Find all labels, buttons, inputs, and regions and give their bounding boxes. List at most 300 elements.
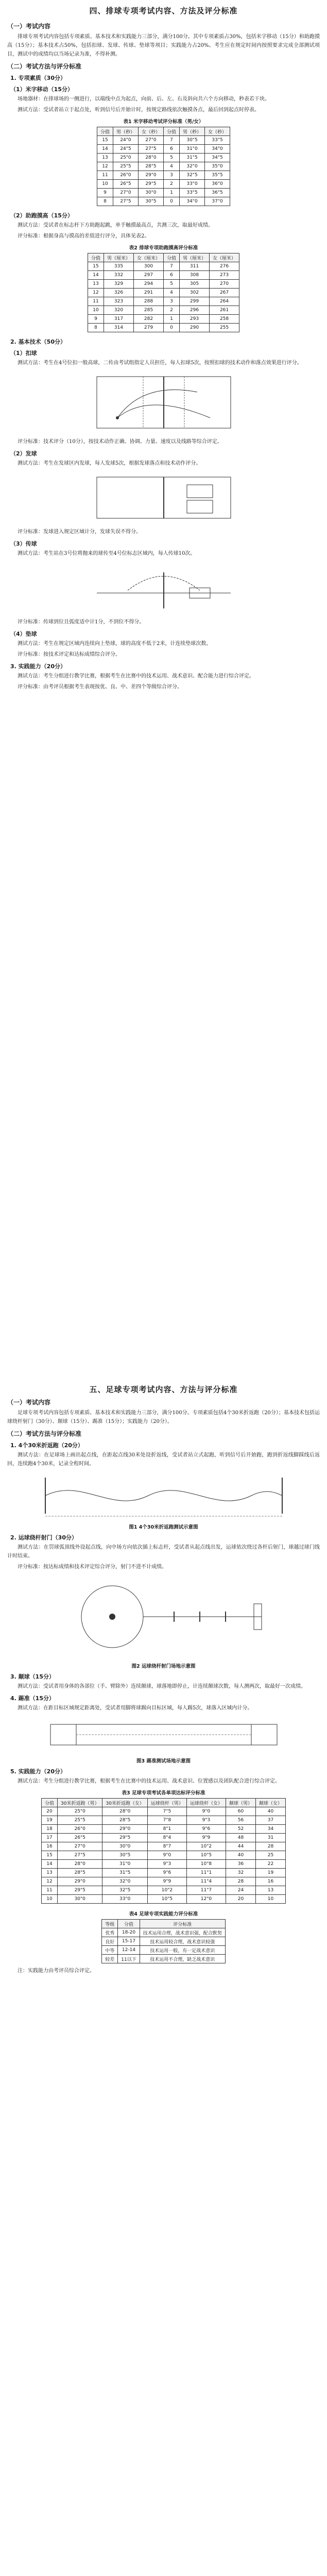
table-cell: 9"3	[186, 1816, 226, 1825]
table-cell: 37	[255, 1816, 285, 1825]
table-header-cell: 颠球（女）	[255, 1799, 285, 1807]
table-header-cell: 运球绕杆（女）	[186, 1799, 226, 1807]
table-header-cell: 女（秒）	[205, 127, 230, 136]
table-cell: 34"5	[205, 154, 230, 162]
table-cell: 9"6	[147, 1869, 186, 1877]
table-caption: 表4 足球专项实践能力评分标准	[129, 1911, 198, 1917]
table-cell: 40	[255, 1807, 285, 1816]
table-cell: 335	[104, 262, 133, 271]
pass-diagram	[87, 562, 241, 614]
heading-quality: 1. 专项素质（30分）	[10, 75, 66, 81]
table-cell: 326	[104, 289, 133, 297]
table-cell: 8"4	[147, 1834, 186, 1842]
table-cell: 40	[226, 1851, 255, 1860]
table-row	[42, 1895, 286, 1904]
table-row	[88, 297, 239, 306]
table-cell: 9	[88, 315, 104, 324]
table-cell: 2	[164, 180, 180, 189]
table-cell: 282	[133, 315, 163, 324]
table-row	[102, 1937, 225, 1946]
paragraph: 测试方法：在足球场上画出起点线，在距起点线30米处设折返线，受试者站立式起跑，听到信号后开始跑，跑到折返线脚踩线后返回，连续跑4个30米，记录全程时间。	[7, 1452, 320, 1467]
table-cell: 323	[104, 297, 133, 306]
table-cell: 0	[164, 197, 180, 206]
table-cell: 28"5	[58, 1869, 102, 1877]
table-cell: 27"5	[113, 197, 138, 206]
heading-moguo: （2）助跑摸高（15分）	[10, 212, 73, 219]
table-cell: 8"1	[147, 1825, 186, 1834]
table-cell: 19	[255, 1869, 285, 1877]
table-cell: 44	[226, 1842, 255, 1851]
table-cell: 26"0	[58, 1825, 102, 1834]
table-cell: 311	[180, 262, 210, 271]
table-cell: 技术运用较合理，战术意识较强	[140, 1937, 225, 1946]
table-cell: 294	[133, 280, 163, 289]
table-cell: 30"5	[102, 1851, 147, 1860]
table-cell: 15	[42, 1851, 58, 1860]
table-cell: 8"7	[147, 1842, 186, 1851]
table-cell: 10	[255, 1895, 285, 1904]
table-cell: 24"5	[113, 145, 138, 154]
paragraph: 评分标准：传球到位且弧度适中计1分，不到位不得分。	[18, 619, 145, 625]
heading-dig: （4）垫球	[10, 631, 37, 637]
table-cell: 27"5	[138, 145, 163, 154]
table-cell: 35"0	[205, 162, 230, 171]
table-cell: 30"5	[138, 197, 163, 206]
table-header-cell: 男（厘米）	[104, 253, 133, 262]
table-row	[42, 1807, 286, 1816]
table-cell: 34	[255, 1825, 285, 1834]
paragraph: 排球专项考试内容包括专项素质、基本技术和实践能力三部分，满分100分。其中专项素质占30%，包括米字移动（15分）和助跑摸高（15分）；基本技术占50%，包括扣球、发球、传球、垫球等项目；实践能力占20%。考生应在规定时间内按照要求完成全部测试项目，测试中的成绩均以当场记录为准，不得补测。	[7, 34, 320, 57]
table-cell: 9	[97, 189, 113, 197]
table-cell: 9"0	[147, 1851, 186, 1860]
table-cell: 14	[42, 1860, 58, 1869]
table-cell: 26"5	[113, 180, 138, 189]
document-page	[7, 0, 320, 2576]
paragraph: 评分标准：由考评员根据考生表现按优、良、中、差四个等级综合评分。	[18, 684, 182, 690]
table-cell: 28	[255, 1842, 285, 1851]
table-cell: 9"9	[186, 1834, 226, 1842]
table-cell: 10"8	[186, 1860, 226, 1869]
heading-content: （一）考试内容	[7, 1399, 51, 1406]
table-cell: 6	[164, 271, 180, 280]
table-cell: 255	[210, 324, 239, 332]
table-cell: 25	[255, 1851, 285, 1860]
heading-serve: （2）发球	[10, 450, 37, 457]
table-row	[102, 1946, 225, 1955]
table-cell: 261	[210, 306, 239, 315]
table-cell: 15-17	[118, 1937, 140, 1946]
paragraph: 评分标准：发球进入规定区域计分，发球失误不得分。	[18, 529, 141, 535]
table-header-cell: 分值	[118, 1920, 140, 1928]
table-cell: 56	[226, 1816, 255, 1825]
table-cell: 28"5	[102, 1816, 147, 1825]
table-cell: 28"0	[58, 1860, 102, 1869]
table-cell: 5	[164, 154, 180, 162]
table-cell: 7	[164, 136, 180, 145]
table-caption: 表3 足球专项考试各单项达标评分标准	[122, 1790, 205, 1796]
table-cell: 30"0	[102, 1842, 147, 1851]
table-cell: 29"5	[58, 1886, 102, 1895]
table-row	[97, 162, 230, 171]
table-cell: 11以下	[118, 1955, 140, 1963]
heading-shuttle: 1. 4个30米折返跑（20分）	[10, 1442, 83, 1449]
table-row	[97, 145, 230, 154]
paragraph: 测试方法：考生在4号位扣一般高球，二传由考试组指定人员担任，每人扣球5次，按照扣球的技术动作和落点效果进行评分。	[18, 360, 302, 366]
table-cell: 293	[180, 315, 210, 324]
table-row	[102, 1928, 225, 1937]
figure-caption: 图2 运球绕杆射门场地示意图	[131, 1664, 196, 1669]
heading-practice: 5. 实践能力（20分）	[10, 1768, 66, 1775]
table-row	[97, 154, 230, 162]
table-header-row	[97, 127, 230, 136]
table-cell: 34"0	[205, 145, 230, 154]
table-row	[42, 1834, 286, 1842]
table-cell: 7	[164, 262, 180, 271]
paragraph: 评分标准：按技术评定和达标成绩综合评分。	[18, 652, 121, 657]
paragraph: 测试方法：在距目标区域规定距离处，受试者用脚将球踢向目标区域，每人踢5次，球落入区域内计分。	[18, 1705, 253, 1711]
table-cell: 25"0	[58, 1807, 102, 1816]
table-cell: 300	[133, 262, 163, 271]
table-cell: 10"2	[186, 1842, 226, 1851]
table-cell: 12"0	[186, 1895, 226, 1904]
heading-content: （一）考试内容	[7, 23, 51, 30]
paragraph: 测试方法：考生站在3号位将抛来的球传至4号位标志区域内，每人传球10次。	[18, 551, 196, 556]
figure-caption: 图1 4个30米折返跑测试示意图	[129, 1524, 198, 1530]
note: 注：实践能力由考评员综合评定。	[18, 1968, 95, 1974]
table-cell: 4	[164, 289, 180, 297]
paragraph: 测试方法：受试者用身体的各部位（手、臂除外）连续颠球，球落地即停止，计连续颠球次数，每人测两次，取最好一次成绩。	[18, 1684, 306, 1689]
table-header-row	[42, 1799, 286, 1807]
table-cell: 27"5	[58, 1851, 102, 1860]
table-header-cell: 颠球（男）	[226, 1799, 255, 1807]
paragraph: 评分标准：技术评分（10分），按技术动作正确、协调、力量、速度以及线路等综合评定。	[18, 439, 222, 445]
table-cell: 288	[133, 297, 163, 306]
table-cell: 279	[133, 324, 163, 332]
table-cell: 14	[88, 271, 104, 280]
table-cell: 24	[226, 1886, 255, 1895]
table-cell: 7"8	[147, 1816, 186, 1825]
table-cell: 32"5	[102, 1886, 147, 1895]
table-row	[42, 1816, 286, 1825]
table-cell: 5	[164, 280, 180, 289]
table-header-row	[88, 253, 239, 262]
table-header-cell: 分值	[97, 127, 113, 136]
table-cell: 13	[88, 280, 104, 289]
table-row	[88, 306, 239, 315]
table-cell: 299	[180, 297, 210, 306]
table-cell: 12	[97, 162, 113, 171]
table-cell: 22	[255, 1860, 285, 1869]
table-header-cell: 分值	[164, 253, 180, 262]
dribble-field-diagram	[56, 1575, 272, 1658]
paragraph: 场地器材：在排球场的一侧进行，以端线中点为起点，向前、后、左、右及斜向共六个方向移动，秒表若干块。	[18, 96, 270, 102]
heading-mizi: （1）米字移动（15分）	[10, 86, 73, 93]
table-moguo	[88, 253, 239, 332]
table-header-cell: 分值	[164, 127, 180, 136]
table-caption: 表2 排球专项助跑摸高评分标准	[129, 245, 198, 251]
table-header-cell: 女（厘米）	[210, 253, 239, 262]
table-cell: 29"0	[138, 171, 163, 180]
table-header-cell: 运球绕杆（男）	[147, 1799, 186, 1807]
table-cell: 33"5	[205, 136, 230, 145]
table-cell: 29"0	[102, 1825, 147, 1834]
table-cell: 31"0	[102, 1860, 147, 1869]
table-row	[97, 180, 230, 189]
table-row	[42, 1886, 286, 1895]
table-cell: 285	[133, 306, 163, 315]
table-cell: 4	[164, 162, 180, 171]
table-cell: 332	[104, 271, 133, 280]
table-row	[42, 1877, 286, 1886]
table-header-cell: 女（秒）	[138, 127, 163, 136]
table-cell: 10"5	[147, 1895, 186, 1904]
table-header-cell: 等级	[102, 1920, 118, 1928]
table-cell: 267	[210, 289, 239, 297]
heading-pass: （3）传球	[10, 540, 37, 547]
table-cell: 7"5	[147, 1807, 186, 1816]
table-cell: 11"1	[186, 1869, 226, 1877]
table-row	[97, 136, 230, 145]
table-cell: 320	[104, 306, 133, 315]
table-cell: 33"0	[102, 1895, 147, 1904]
table-cell: 2	[164, 306, 180, 315]
table-cell: 10	[88, 306, 104, 315]
table-header-cell: 30米折返跑（女）	[102, 1799, 147, 1807]
shuttle-run-diagram	[30, 1472, 298, 1519]
paragraph: 评分标准：根据身高与摸高的差值进行评分，具体见表2。	[18, 233, 150, 239]
table-cell: 10"5	[186, 1851, 226, 1860]
table-cell: 10	[97, 180, 113, 189]
accuracy-diagram	[30, 1717, 298, 1753]
table-cell: 305	[180, 280, 210, 289]
paragraph: 测试方法：受试者站立于起点处，听到信号后开始计时，按规定路线依次触摸各点，最后回到起点时停表。	[18, 107, 260, 113]
table-cell: 36"5	[205, 189, 230, 197]
table-cell: 25"5	[58, 1816, 102, 1825]
table-cell: 60	[226, 1807, 255, 1816]
table-cell: 28"5	[138, 162, 163, 171]
table-cell: 329	[104, 280, 133, 289]
table-cell: 28"0	[102, 1807, 147, 1816]
table-row	[42, 1869, 286, 1877]
table-cell: 15	[97, 136, 113, 145]
table-cell: 28"0	[138, 154, 163, 162]
table-cell: 34"0	[180, 197, 205, 206]
table-cell: 296	[180, 306, 210, 315]
table-cell: 20	[226, 1895, 255, 1904]
table-cell: 276	[210, 262, 239, 271]
table-cell: 16	[255, 1877, 285, 1886]
table-cell: 8	[97, 197, 113, 206]
table-cell: 9"6	[186, 1825, 226, 1834]
table-cell: 20	[42, 1807, 58, 1816]
table-cell: 27"0	[138, 136, 163, 145]
table-cell: 27"0	[113, 189, 138, 197]
table-cell: 13	[97, 154, 113, 162]
table-cell: 30"0	[58, 1895, 102, 1904]
table-cell: 25"5	[113, 162, 138, 171]
table-cell: 27"0	[58, 1842, 102, 1851]
table-cell: 18	[42, 1825, 58, 1834]
table-cell: 273	[210, 271, 239, 280]
paragraph: 测试方法：在罚球弧顶线外设起点线，向中场方向依次插上标志杆，受试者从起点线出发，运球依次绕过各杆后射门，球越过球门线计时结束。	[7, 1545, 320, 1559]
table-cell: 28	[226, 1877, 255, 1886]
paragraph: 评分标准：按达标成绩和技术评定综合评分，射门不进不计成绩。	[18, 1564, 167, 1570]
table-header-cell: 男（秒）	[113, 127, 138, 136]
table-cell: 302	[180, 289, 210, 297]
table-row	[97, 189, 230, 197]
table-cell: 32"0	[102, 1877, 147, 1886]
paragraph: 测试方法：考生在规定区域内连续向上垫球，球的高度不低于2米，计连续垫球次数。	[18, 641, 212, 647]
table-cell: 11	[42, 1886, 58, 1895]
table-row	[97, 197, 230, 206]
table-cell: 13	[255, 1886, 285, 1895]
table-cell: 32	[226, 1869, 255, 1877]
table-row	[88, 324, 239, 332]
table-cell: 264	[210, 297, 239, 306]
table-header-row	[102, 1920, 225, 1928]
table-cell: 317	[104, 315, 133, 324]
table-cell: 1	[164, 189, 180, 197]
table-header-cell: 女（厘米）	[133, 253, 163, 262]
table-cell: 15	[88, 262, 104, 271]
table-cell: 9"9	[147, 1877, 186, 1886]
table-cell: 良好	[102, 1937, 118, 1946]
table-cell: 33"0	[180, 180, 205, 189]
table-football-scores	[41, 1798, 286, 1904]
table-cell: 36"0	[205, 180, 230, 189]
table-row	[88, 315, 239, 324]
table-cell: 13	[42, 1869, 58, 1877]
paragraph: 测试方法：考生分组进行教学比赛，根据考生在比赛中的技术运用、战术意识、配合能力进行综合评定。	[18, 673, 254, 679]
table-cell: 48	[226, 1834, 255, 1842]
table-cell: 26"0	[113, 171, 138, 180]
table-cell: 8	[88, 324, 104, 332]
page-title: 四、排球专项考试内容、方法及评分标准	[89, 6, 238, 15]
heading-practice: 3. 实践能力（20分）	[10, 663, 66, 670]
table-header-cell: 评分标准	[140, 1920, 225, 1928]
table-cell: 291	[133, 289, 163, 297]
table-header-cell: 分值	[42, 1799, 58, 1807]
spike-diagram	[87, 371, 241, 433]
table-row	[88, 289, 239, 297]
table-row	[102, 1955, 225, 1963]
table-cell: 270	[210, 280, 239, 289]
table-cell: 308	[180, 271, 210, 280]
table-cell: 9"3	[147, 1860, 186, 1869]
table-cell: 14	[97, 145, 113, 154]
table-cell: 11	[88, 297, 104, 306]
table-cell: 25"0	[113, 154, 138, 162]
heading-tech: 2. 基本技术（50分）	[10, 338, 66, 345]
paragraph: 测试方法：受试者在标志杆下方助跑起跳，单手触摸最高点，共测三次，取最好成绩。	[18, 223, 213, 228]
table-cell: 11"7	[186, 1886, 226, 1895]
table-caption: 表1 米字移动考试评分标准（男/女）	[123, 119, 204, 125]
table-cell: 32"5	[180, 171, 205, 180]
table-cell: 较差	[102, 1955, 118, 1963]
table-cell: 3	[164, 171, 180, 180]
table-cell: 36	[226, 1860, 255, 1869]
heading-juggle: 3. 颠球（15分）	[10, 1673, 55, 1680]
table-row	[88, 280, 239, 289]
table-cell: 11"4	[186, 1877, 226, 1886]
table-cell: 31"0	[180, 145, 205, 154]
heading-accuracy: 4. 踢准（15分）	[10, 1695, 55, 1702]
table-cell: 0	[164, 324, 180, 332]
table-cell: 3	[164, 297, 180, 306]
table-row	[97, 171, 230, 180]
heading-method: （二）考试方法与评分标准	[7, 63, 82, 70]
paragraph: 测试方法：考生在发球区内发球，每人发球5次，根据发球落点和技术动作评分。	[18, 461, 201, 466]
table-cell: 12	[88, 289, 104, 297]
table-cell: 12	[42, 1877, 58, 1886]
table-row	[88, 271, 239, 280]
serve-diagram	[87, 472, 241, 523]
table-cell: 33"5	[180, 189, 205, 197]
table-row	[88, 262, 239, 271]
table-cell: 297	[133, 271, 163, 280]
paragraph: 测试方法：考生分组进行教学比赛，根据考生在比赛中的技术运用、战术意识、位置感以及团队配合进行综合评定。	[18, 1778, 280, 1784]
table-cell: 技术运用一般，有一定战术意识	[140, 1946, 225, 1955]
table-cell: 26"5	[58, 1834, 102, 1842]
table-cell: 10"2	[147, 1886, 186, 1895]
table-cell: 31"5	[180, 154, 205, 162]
table-row	[42, 1851, 286, 1860]
table-cell: 6	[164, 145, 180, 154]
figure-caption: 图3 踢准测试场地示意图	[136, 1758, 191, 1764]
table-cell: 52	[226, 1825, 255, 1834]
table-cell: 32"0	[180, 162, 205, 171]
table-header-cell: 分值	[88, 253, 104, 262]
table-cell: 12-14	[118, 1946, 140, 1955]
table-cell: 10	[42, 1895, 58, 1904]
table-cell: 31"5	[102, 1869, 147, 1877]
table-cell: 优秀	[102, 1928, 118, 1937]
heading-spike: （1）扣球	[10, 350, 37, 357]
paragraph: 足球专项考试内容包括专项素质、基本技术和实践能力三部分，满分100分。专项素质包括4个30米折返跑（20分）；基本技术包括运球绕杆射门（30分）、颠球（15分）、踢准（15分）；实践能力（20分）。	[7, 1410, 320, 1425]
table-practice-levels	[101, 1919, 225, 1963]
table-cell: 19	[42, 1816, 58, 1825]
table-cell: 24"0	[113, 136, 138, 145]
table-mizi	[97, 127, 230, 206]
table-header-cell: 30米折返跑（男）	[58, 1799, 102, 1807]
table-cell: 1	[164, 315, 180, 324]
heading-method: （二）考试方法与评分标准	[7, 1430, 82, 1437]
table-row	[42, 1842, 286, 1851]
table-row	[42, 1860, 286, 1869]
table-cell: 30"5	[180, 136, 205, 145]
table-cell: 35"5	[205, 171, 230, 180]
table-cell: 29"5	[138, 180, 163, 189]
table-cell: 16	[42, 1842, 58, 1851]
table-cell: 29"0	[58, 1877, 102, 1886]
table-cell: 17	[42, 1834, 58, 1842]
football-section	[7, 1381, 320, 1976]
table-cell: 11	[97, 171, 113, 180]
table-cell: 9"0	[186, 1807, 226, 1816]
table-cell: 18-20	[118, 1928, 140, 1937]
table-cell: 技术运用合理，战术意识强，配合默契	[140, 1928, 225, 1937]
table-cell: 中等	[102, 1946, 118, 1955]
table-cell: 258	[210, 315, 239, 324]
volleyball-section	[7, 19, 320, 693]
table-cell: 29"5	[102, 1834, 147, 1842]
heading-dribble: 2. 运球绕杆射门（30分）	[10, 1534, 77, 1541]
table-cell: 37"0	[205, 197, 230, 206]
table-cell: 290	[180, 324, 210, 332]
table-header-cell: 男（厘米）	[180, 253, 210, 262]
table-header-cell: 男（秒）	[180, 127, 205, 136]
table-cell: 技术运用不合理，缺乏战术意识	[140, 1955, 225, 1963]
